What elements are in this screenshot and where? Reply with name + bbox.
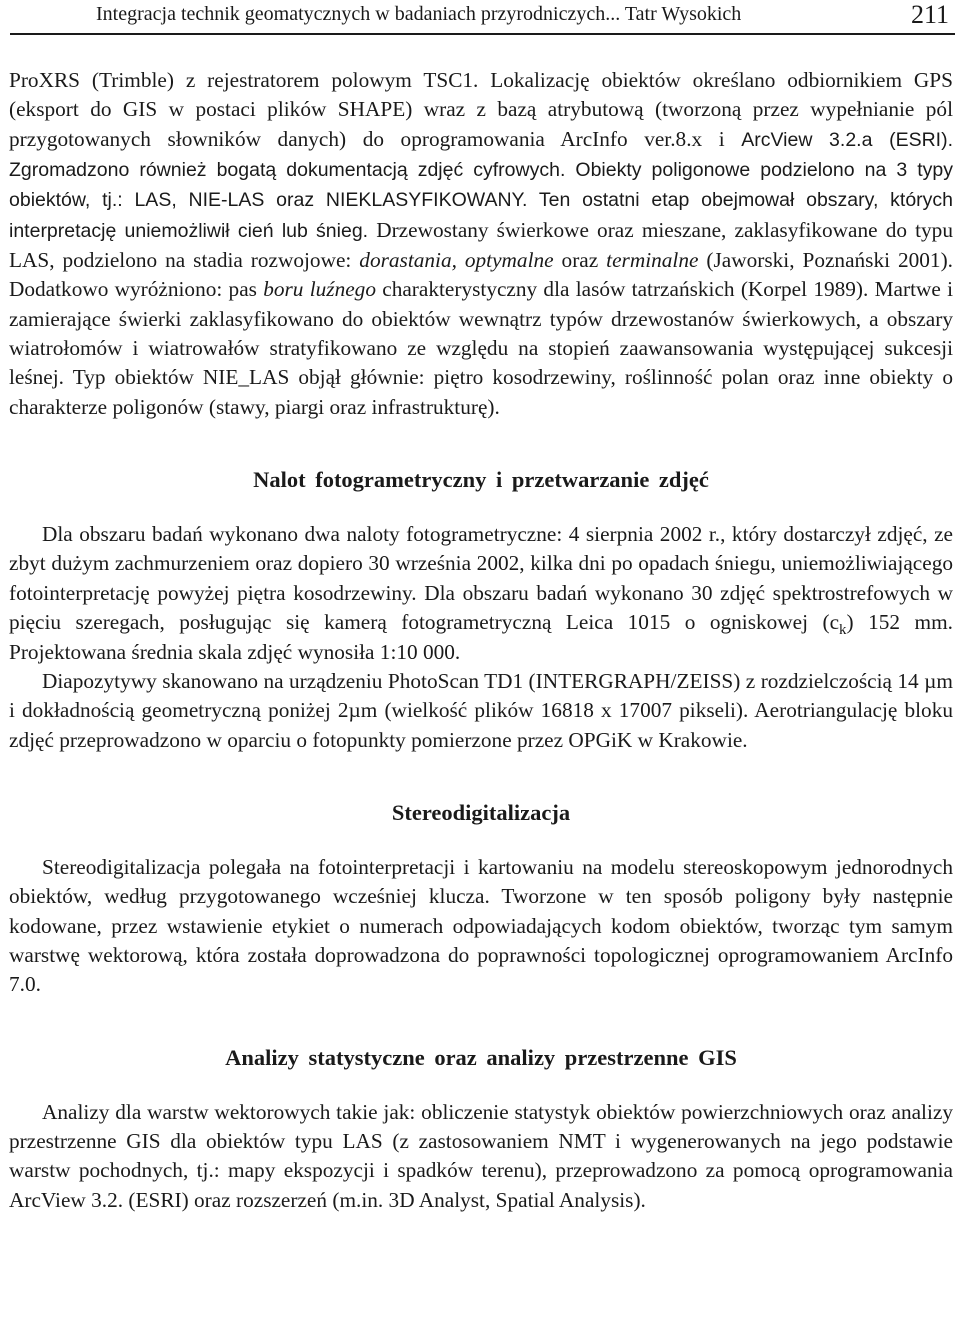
focal-subscript: k — [839, 622, 847, 639]
intro-italic-pine: boru luźnego — [263, 277, 376, 302]
section-heading-stereodigitization: Stereodigitalizacja — [391, 799, 571, 825]
intro-text-e: oraz — [553, 248, 607, 273]
intro-italic-stages: dorastania, optymalne — [359, 248, 554, 273]
intro-text-i: charakterystyczny dla lasów tatrzańskich (Korpel 1989). Martwe i zamierające świerki zaklasyfikowano do obiektów wewnątrz typów drzewostanów świerkowych, a obszary wiatrołomów i wiatrowałów stratyfikowano ze względu na stopień zaawansowania występującej sukcesji leśnej. Typ obiektów NIE_LAS objął głównie: piętro kosodrzewiny, roślinność polan oraz inne obiekty o charakterze poligonów (stawy, piargi oraz infrastrukturę). — [9, 277, 954, 419]
intro-text-a: ProXRS (Trimble) z rejestratorem polowym TSC1. Lokalizację obiektów określano odbiornikiem GPS (eksport do GIS w postaci plików SHAPE) wraz z bazą atrybutową (tworzoną przez wypełnianie pól przygotowanych słowników danych) do oprogramowania ArcInfo ver.8.x i — [9, 68, 953, 151]
intro-text-b: ArcView 3.2.a (ESRI). Zgromadzono również bogatą dokumentacją zdjęć cyfrowych. Obiekty poligonowe podzielono na 3 typy obiektów, tj.: LAS, NIE-LAS oraz NIEKLASYFIKOWANY. Ten ostatni etap obejmował obszary, których interpretację uniemożliwił cień lub śnieg. — [9, 128, 954, 242]
intro-text-c: Drzewostany świerkowe oraz mieszane, zaklasyfikowane do typu LAS, podzielono na stadia rozwojowe: — [9, 217, 953, 273]
photogrammetry-paragraph-1 — [9, 520, 953, 667]
photogrammetry-text-a: Dla obszaru badań wykonano dwa naloty fotogrametryczne: 4 sierpnia 2002 r., który dostarczył zdjęć, ze zbyt dużym zachmurzeniem oraz dopiero 30 września 2002, kilka dni po opadach śniegu, uniemożliwiającego fotointerpretację powyżej piętra kosodrzewiny. Dla obszaru badań wykonano 30 zdjęć spektrostrefowych w pięciu szeregach, posługując się kamerą fotogrametryczną Leica 1015 o ogniskowej (c — [9, 522, 953, 635]
photogrammetry-text-b: ) 152 mm. Projektowana średnia skala zdjęć wynosiła 1:10 000. — [9, 610, 953, 664]
running-title: Integracja technik geomatycznych w badaniach przyrodniczych... Tatr Wysokich — [96, 3, 742, 25]
article-body — [9, 66, 953, 1215]
intro-text-g: (Jaworski, Poznański 2001). Dodatkowo wyróżniono: pas — [9, 248, 953, 302]
intro-paragraph — [9, 66, 953, 422]
photogrammetry-paragraph-2: Diapozytywy skanowano na urządzeniu PhotoScan TD1 (INTERGRAPH/ZEISS) z rozdzielczością 14 µm i dokładnością geometryczną poniżej 2µm (wielkość plików 16818 x 17007 pikseli). Aerotriangulację bloku zdjęć przeprowadzono w oparciu o fotopunkty pomierzone przez OPGiK w Krakowie. — [9, 668, 953, 752]
page-number: 211 — [910, 0, 949, 29]
running-header — [10, 0, 955, 35]
intro-italic-terminal: terminalne — [606, 248, 699, 273]
section-heading-gis-analysis: Analizy statystyczne oraz analizy przestrzenne GIS — [225, 1044, 737, 1070]
gis-analysis-paragraph: Analizy dla warstw wektorowych takie jak: obliczenie statystyk obiektów powierzchniowych oraz analizy przestrzenne GIS dla obiektów typu LAS (z zastosowaniem NMT i wygenerowanych na jego podstawie warstw pochodnych, tj.: mapy ekspozycji i spadków terenu), przeprowadzono za pomocą oprogramowania ArcView 3.2. (ESRI) oraz rozszerzeń (m.in. 3D Analyst, Spatial Analysis). — [9, 1099, 953, 1212]
stereodigitization-paragraph: Stereodigitalizacja polegała na fotointerpretacji i kartowaniu na modelu stereoskopowym jednorodnych obiektów, według przygotowanego wcześniej klucza. Tworzone w ten sposób poligony były następnie kodowane, przez wstawienie etykiet o numerach odpowiadających kodom obiektów, tworząc tym samym warstwę wektorową, która została doprowadzona do poprawności topologicznej oprogramowaniem ArcInfo 7.0. — [9, 854, 953, 997]
section-heading-photogrammetry: Nalot fotogrametryczny i przetwarzanie zdjęć — [253, 467, 709, 493]
